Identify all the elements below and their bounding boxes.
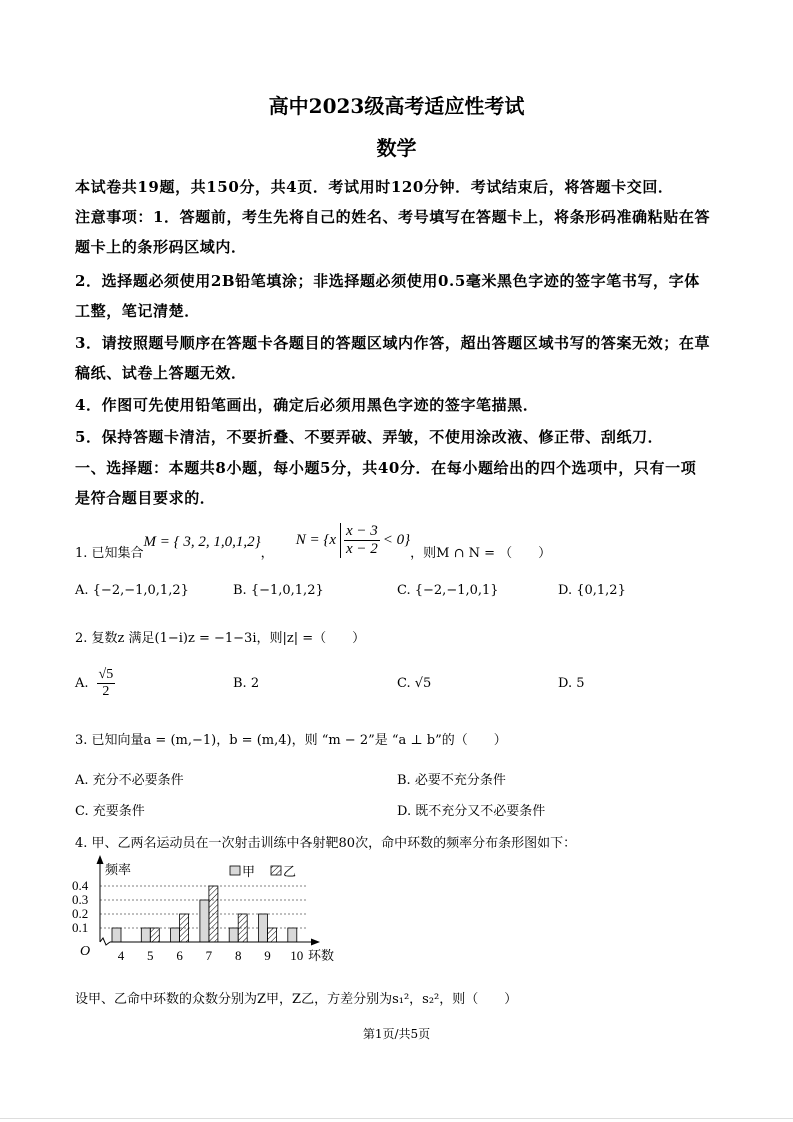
subject-title: 数学 xyxy=(376,136,417,160)
frequency-bar-chart xyxy=(60,830,360,970)
legend-swatch-jia xyxy=(230,866,240,875)
x-tick-label: 5 xyxy=(147,948,154,963)
q1-option-d[interactable]: D. {0,1,2} xyxy=(558,583,626,598)
q3-option-a[interactable]: A. 充分不必要条件 xyxy=(75,773,184,788)
x-tick-label: 6 xyxy=(176,948,183,963)
axis-break-icon xyxy=(100,938,110,945)
q3-option-d[interactable]: D. 既不充分又不必要条件 xyxy=(397,804,546,819)
x-tick-label: 7 xyxy=(205,948,213,963)
bar-yi xyxy=(180,914,189,942)
instruction-line: 2．选择题必须使用2B铅笔填涂；非选择题必须使用0.5毫米黑色字迹的签字笔书写，字体 xyxy=(75,272,700,290)
q3-option-b[interactable]: B. 必要不充分条件 xyxy=(397,773,506,788)
q3-option-c[interactable]: C. 充要条件 xyxy=(75,804,145,819)
page-bottom-border xyxy=(0,1118,793,1119)
bar-yi xyxy=(268,928,277,942)
question-4-stem: 4. 甲、乙两名运动员在一次射击训练中各射靶80次，命中环数的频率分布条形图如下： xyxy=(75,836,577,851)
q1-option-b[interactable]: B. {−1,0,1,2} xyxy=(233,583,324,598)
instruction-line: 5．保持答题卡清洁，不要折叠、不要弄破、弄皱，不使用涂改液、修正带、刮纸刀． xyxy=(75,428,664,446)
question-2-stem: 2. 复数z 满足(1−i)z = −1−3i，则|z| =（ ） xyxy=(75,631,366,646)
q1-fraction xyxy=(340,523,380,558)
q1-prefix: 1. 已知集合 xyxy=(75,546,144,561)
x-tick-label: 4 xyxy=(117,948,125,963)
question-1-stem xyxy=(75,520,551,561)
y-tick-label: 0.1 xyxy=(72,920,89,935)
question-4-followup: 设甲、乙命中环数的众数分别为Z甲，Z乙，方差分别为s₁²，s₂²，则（ ） xyxy=(75,992,518,1007)
bar-yi xyxy=(238,914,247,942)
q2-a-num: √5 xyxy=(98,667,114,682)
x-tick-label: 10 xyxy=(290,948,304,963)
legend-label-yi: 乙 xyxy=(283,865,297,880)
q2-a-fraction xyxy=(97,667,116,700)
section-heading: 一、选择题：本题共8小题，每小题5分，共40分．在每小题给出的四个选项中，只有一项 xyxy=(75,459,697,477)
y-axis-label: 频率 xyxy=(105,863,132,878)
q1-set-m: M = { 3, 2, 1,0,1,2} xyxy=(143,534,261,550)
origin-label: O xyxy=(80,944,91,959)
q2-option-a[interactable] xyxy=(75,667,115,700)
q1-option-c[interactable]: C. {−2,−1,0,1} xyxy=(397,583,499,598)
bar-yi xyxy=(150,928,159,942)
bar-jia xyxy=(288,928,297,942)
instruction-line: 工整，笔记清楚． xyxy=(75,302,200,320)
x-tick-label: 9 xyxy=(264,948,271,963)
bar-jia xyxy=(141,928,150,942)
q1-frac-den: x − 2 xyxy=(345,541,378,557)
instruction-line: 注意事项：1．答题前，考生先将自己的姓名、考号填写在答题卡上，将条形码准确粘贴在答 xyxy=(75,208,711,226)
q1-option-a[interactable]: A. {−2,−1,0,1,2} xyxy=(75,583,189,598)
y-tick-label: 0.3 xyxy=(72,892,89,907)
bar-jia xyxy=(229,928,238,942)
x-axis-arrow-icon xyxy=(311,939,320,946)
instruction-line: 本试卷共19题，共150分，共4页．考试用时120分钟．考试结束后，将答题卡交回． xyxy=(75,178,674,196)
y-tick-label: 0.4 xyxy=(72,878,89,893)
section-heading: 是符合题目要求的． xyxy=(75,489,216,507)
q2-a-den: 2 xyxy=(102,684,110,699)
q2-option-d[interactable]: D. 5 xyxy=(558,676,585,691)
y-axis-arrow-icon xyxy=(97,855,104,864)
q1-suffix: ，则M ∩ N = （ ） xyxy=(410,546,552,561)
bar-jia xyxy=(259,914,268,942)
bar-jia xyxy=(200,900,209,942)
q1-set-n-lhs: N = {x xyxy=(295,532,336,548)
bar-jia xyxy=(171,928,180,942)
q1-frac-num: x − 3 xyxy=(345,523,378,539)
q2-option-b[interactable]: B. 2 xyxy=(233,676,260,691)
x-axis-label: 环数 xyxy=(308,949,335,964)
legend-label-jia: 甲 xyxy=(242,865,256,880)
y-tick-label: 0.2 xyxy=(72,906,89,921)
instruction-line: 题卡上的条形码区域内． xyxy=(75,238,247,256)
question-3-stem: 3. 已知向量a = (m,−1)，b = (m,4)，则 “m − 2”是 “a ⊥ b”的（ ） xyxy=(75,733,507,748)
legend-swatch-yi xyxy=(271,866,281,875)
x-tick-label: 8 xyxy=(234,948,242,963)
legend xyxy=(230,865,296,880)
q1-set-n-rhs: < 0} xyxy=(382,532,411,548)
q2-option-c[interactable]: C. √5 xyxy=(397,676,432,691)
q2-a-label: A. xyxy=(75,676,89,691)
page-footer: 第1页/共5页 xyxy=(362,1027,431,1041)
exam-title: 高中2023级高考适应性考试 xyxy=(268,94,525,118)
instruction-line: 4．作图可先使用铅笔画出，确定后必须用黑色字迹的签字笔描黑． xyxy=(75,396,539,414)
instruction-line: 3．请按照题号顺序在答题卡各题目的答题区域内作答，超出答题区域书写的答案无效；在草 xyxy=(75,334,711,352)
bar-yi xyxy=(209,886,218,942)
bar-jia xyxy=(112,928,121,942)
q1-comma: ， xyxy=(260,546,274,561)
instruction-line: 稿纸、试卷上答题无效． xyxy=(75,364,247,382)
